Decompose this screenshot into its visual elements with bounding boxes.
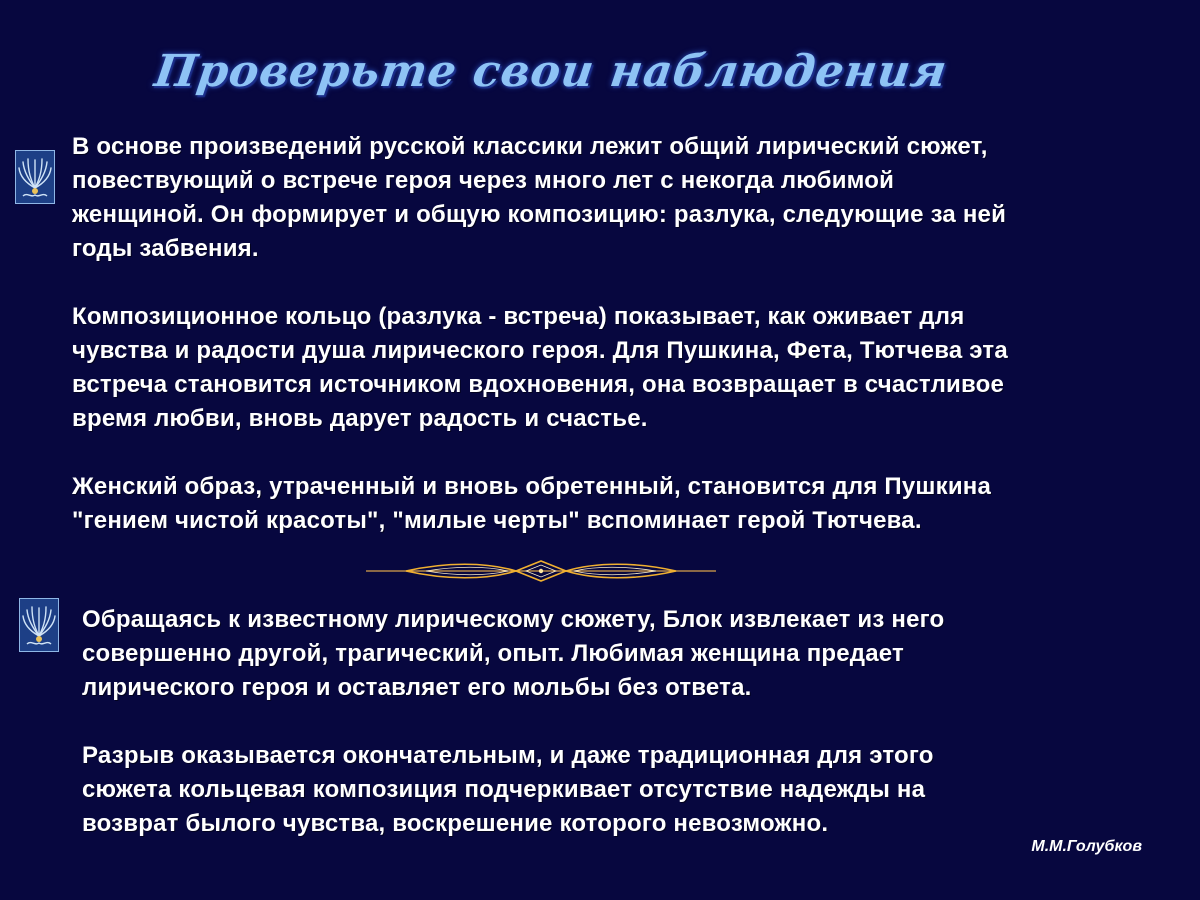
decorative-ornament-icon	[15, 150, 55, 204]
text-line: Обращаясь к известному лирическому сюжету, Блок извлекает из него	[82, 606, 945, 633]
ornamental-divider-icon	[366, 556, 716, 586]
observation-block-2	[82, 603, 944, 841]
text-line: "гением чистой красоты", "милые черты" вспоминает герой Тютчева.	[72, 507, 922, 534]
text-line: Композиционное кольцо (разлука - встреча) показывает, как оживает для	[72, 303, 965, 330]
text-line: женщиной. Он формирует и общую композицию: разлука, следующие за ней	[72, 201, 1007, 228]
text-line: Женский образ, утраченный и вновь обретенный, становится для Пушкина	[72, 473, 992, 500]
observation-block-1	[72, 130, 1008, 538]
text-line: В основе произведений русской классики лежит общий лирический сюжет,	[72, 133, 988, 160]
text-line: лирического героя и оставляет его мольбы без ответа.	[82, 674, 752, 701]
text-line: сюжета кольцевая композиция подчеркивает отсутствие надежды на	[82, 776, 926, 803]
text-line: чувства и радости душа лирического героя. Для Пушкина, Фета, Тютчева эта	[72, 337, 1008, 364]
slide-title: Проверьте свои наблюдения	[151, 46, 951, 97]
text-line: совершенно другой, трагический, опыт. Любимая женщина предает	[82, 640, 904, 667]
text-line: повествующий о встрече героя через много лет с некогда любимой	[72, 167, 895, 194]
author-signature: М.М.Голубков	[1031, 838, 1142, 855]
text-line: встреча становится источником вдохновения, она возвращает в счастливое	[72, 371, 1005, 398]
decorative-ornament-icon	[19, 598, 59, 652]
text-line: Разрыв оказывается окончательным, и даже традиционная для этого	[82, 742, 934, 769]
text-line: возврат былого чувства, воскрешение которого невозможно.	[82, 810, 829, 837]
text-line: годы забвения.	[72, 235, 259, 262]
text-line: время любви, вновь дарует радость и счастье.	[72, 405, 648, 432]
